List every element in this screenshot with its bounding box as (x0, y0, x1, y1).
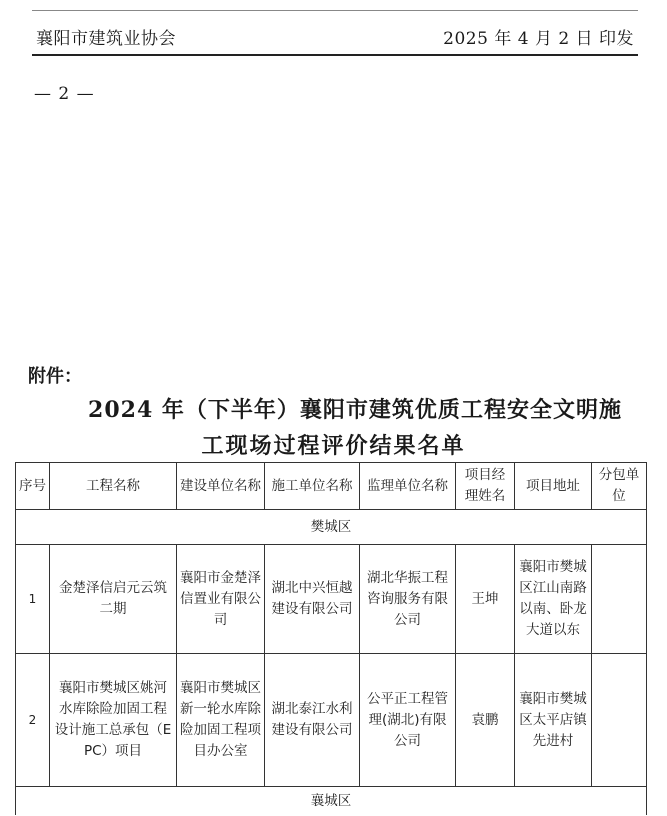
results-table (15, 462, 647, 815)
cell-subcontractor (592, 654, 647, 787)
table-row (16, 654, 647, 787)
cell-manager: 王坤 (456, 545, 515, 654)
district-name: 襄城区 (16, 787, 647, 816)
attachment-label: 附件： (28, 366, 82, 387)
cell-address: 襄阳市樊城区太平店镇先进村 (515, 654, 592, 787)
top-edge-rule (32, 10, 638, 11)
district-name: 樊城区 (16, 510, 647, 545)
col-header-project: 工程名称 (50, 463, 177, 510)
table-header-row (16, 463, 647, 510)
col-header-owner: 建设单位名称 (177, 463, 265, 510)
col-header-subcontractor: 分包单位 (592, 463, 647, 510)
cell-manager: 袁鹏 (456, 654, 515, 787)
col-header-manager: 项目经理姓名 (456, 463, 515, 510)
district-row-fancheng (16, 510, 647, 545)
col-header-contractor: 施工单位名称 (265, 463, 360, 510)
cell-seq: 2 (16, 654, 50, 787)
col-header-seq: 序号 (16, 463, 50, 510)
cell-seq: 1 (16, 545, 50, 654)
cell-supervisor: 公平正工程管理(湖北)有限公司 (360, 654, 456, 787)
issuer-name: 襄阳市建筑业协会 (36, 29, 176, 49)
district-row-xiangcheng (16, 787, 647, 816)
col-header-supervisor: 监理单位名称 (360, 463, 456, 510)
issue-date: 2025 年 4 月 2 日 印发 (443, 29, 634, 49)
cell-contractor: 湖北中兴恒越建设有限公司 (265, 545, 360, 654)
header-rule (32, 54, 638, 56)
table-row (16, 545, 647, 654)
cell-address: 襄阳市樊城区江山南路以南、卧龙大道以东 (515, 545, 592, 654)
cell-contractor: 湖北泰江水利建设有限公司 (265, 654, 360, 787)
document-title-line1: 2024 年（下半年）襄阳市建筑优质工程安全文明施 (88, 397, 622, 423)
cell-supervisor: 湖北华振工程咨询服务有限公司 (360, 545, 456, 654)
cell-owner: 襄阳市樊城区新一轮水库除险加固工程项目办公室 (177, 654, 265, 787)
cell-owner: 襄阳市金楚泽信置业有限公司 (177, 545, 265, 654)
cell-subcontractor (592, 545, 647, 654)
col-header-address: 项目地址 (515, 463, 592, 510)
page-number: — 2 — (34, 84, 95, 104)
document-title-line2: 工现场过程评价结果名单 (201, 433, 466, 459)
cell-project: 金楚泽信启元云筑二期 (50, 545, 177, 654)
cell-project: 襄阳市樊城区姚河水库除险加固工程设计施工总承包（EPC）项目 (50, 654, 177, 787)
document-footer-header (34, 26, 638, 54)
